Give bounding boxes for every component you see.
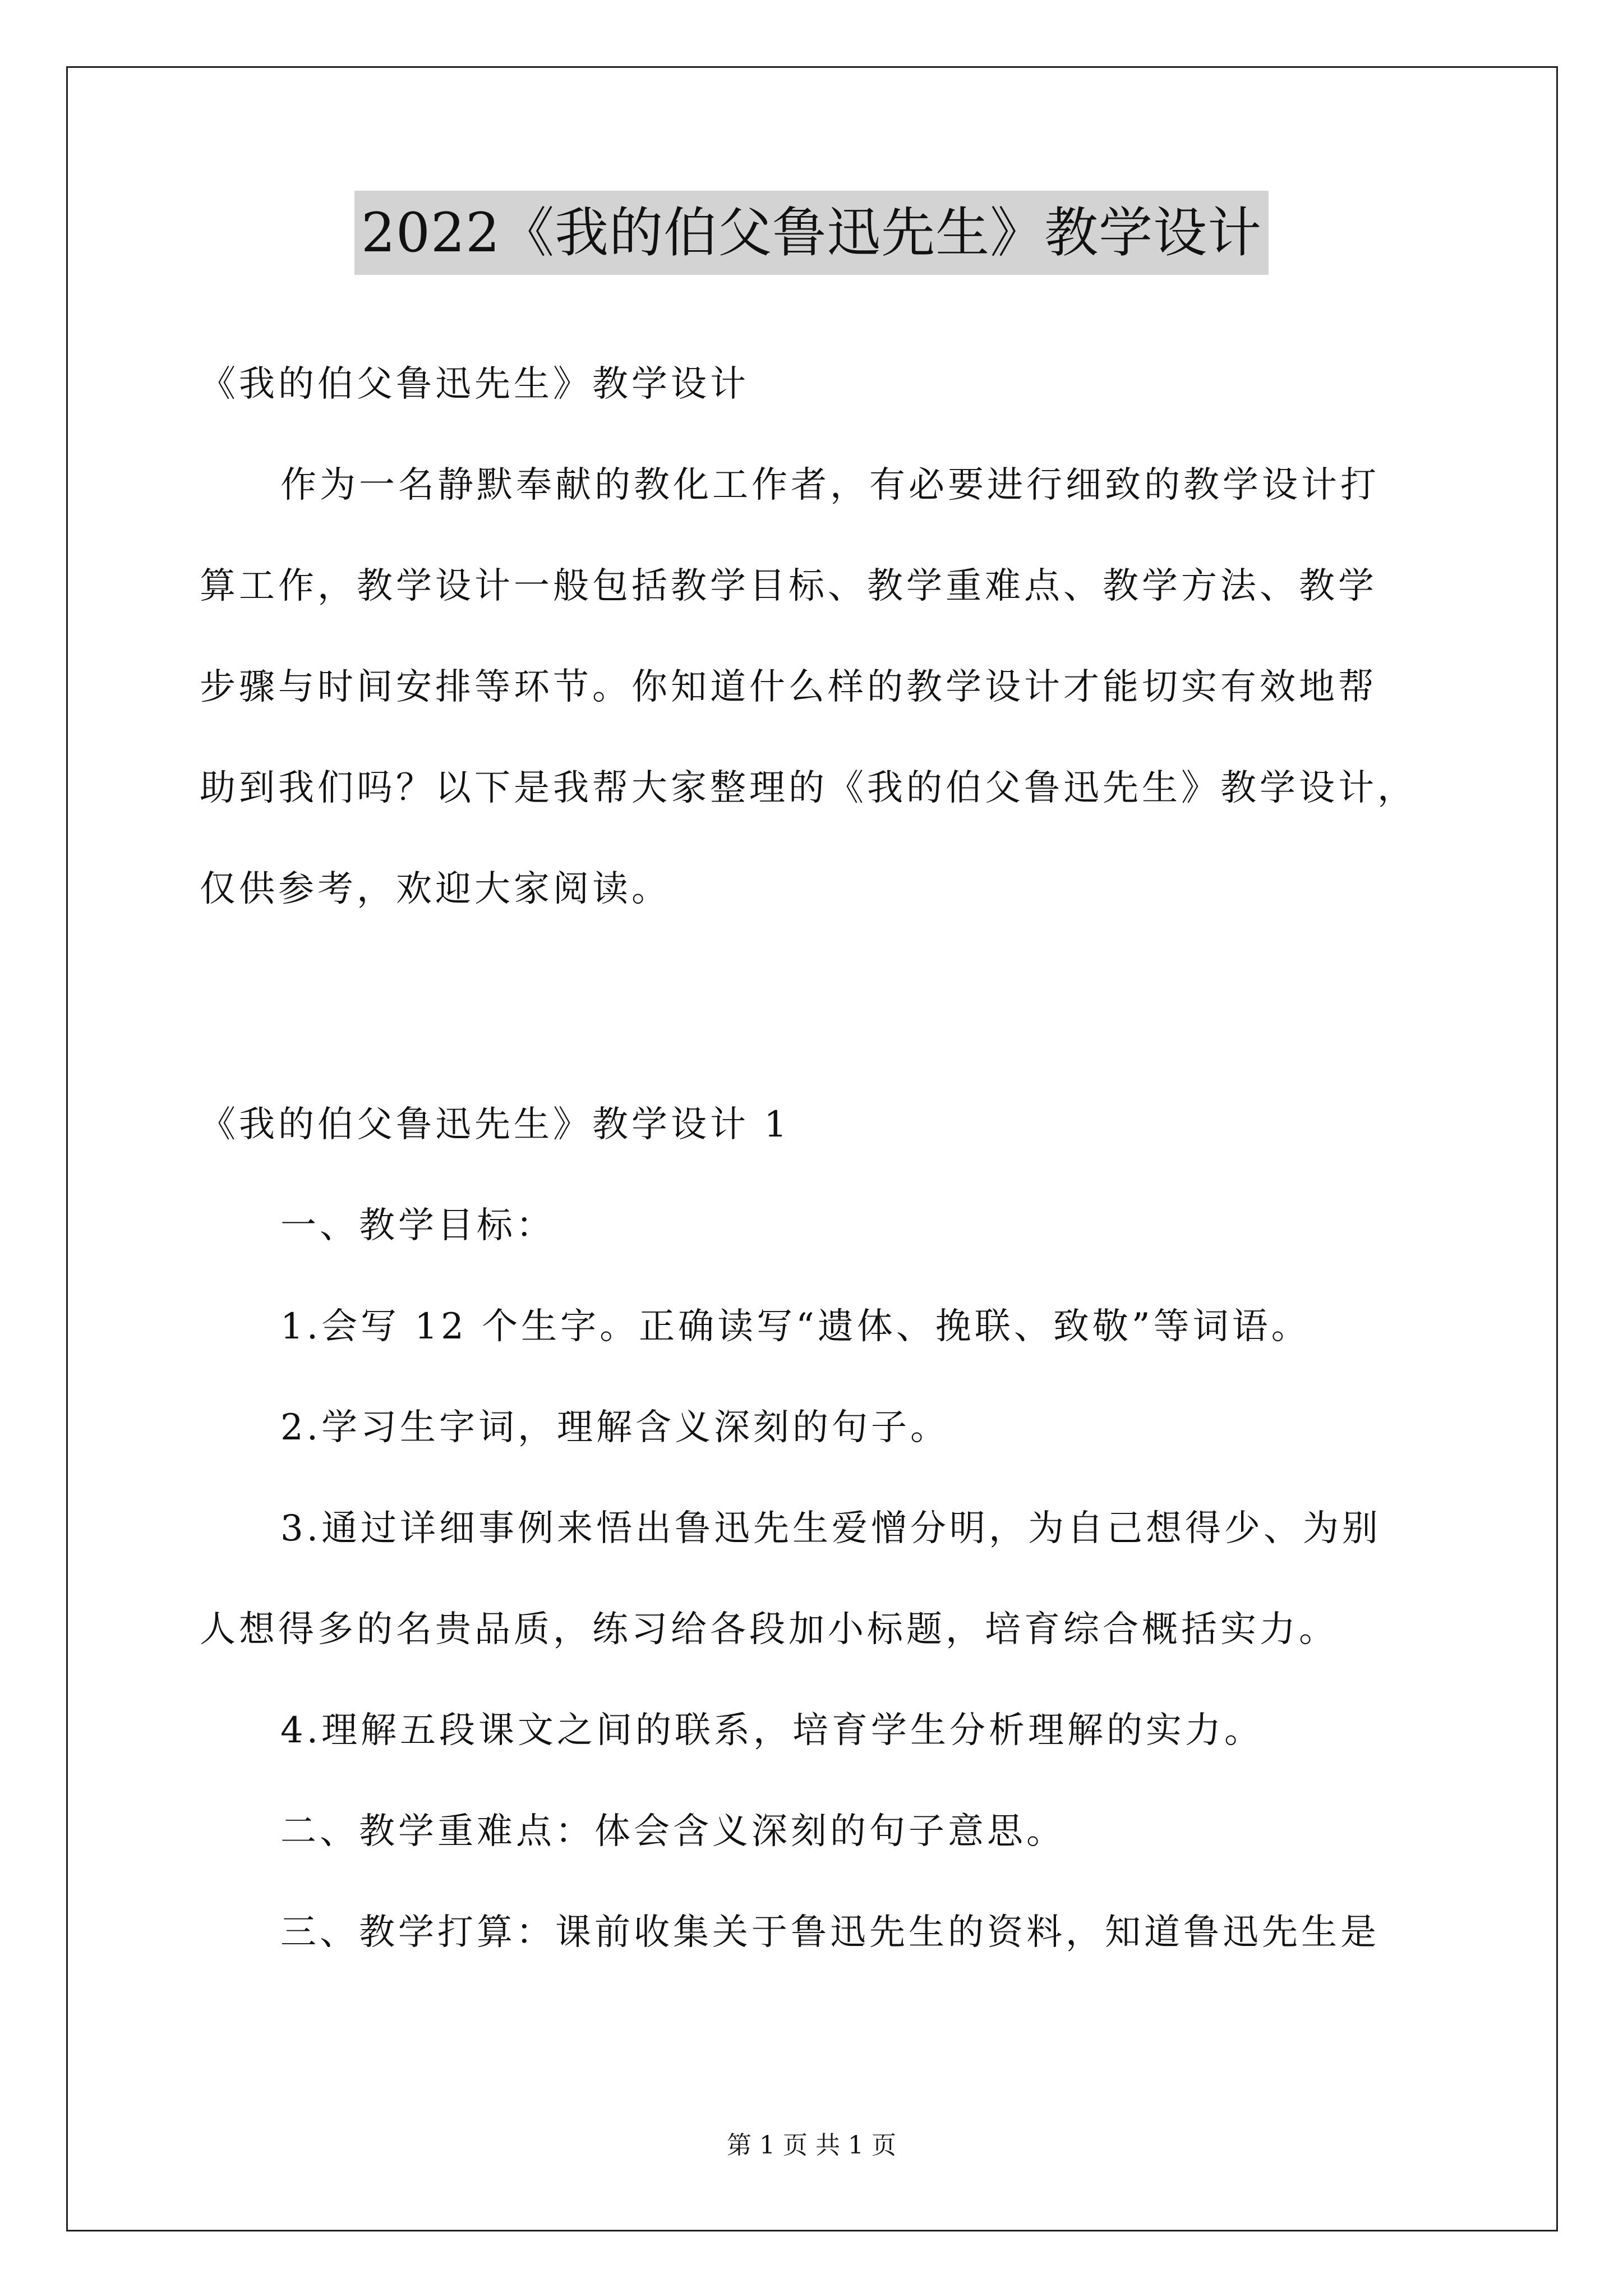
goal-item-3: 3.通过详细事例来悟出鲁迅先生爱憎分明，为自己想得少、为别 [280,1508,1382,1549]
goal-item-1: 1.会写 12 个生字。正确读写“遗体、挽联、致敬”等词语。 [280,1306,1311,1347]
subtitle-line: 《我的伯父鲁迅先生》教学设计 [200,364,749,405]
teaching-preparation: 三、教学打算：课前收集关于鲁迅先生的资料，知道鲁迅先生是 [280,1912,1380,1953]
section-heading: 《我的伯父鲁迅先生》教学设计 1 [200,1104,791,1145]
goal-item-2: 2.学习生字词，理解含义深刻的句子。 [280,1407,950,1448]
intro-line-2: 算工作，教学设计一般包括教学目标、教学重难点、教学方法、教学 [200,565,1377,607]
intro-line-5: 仅供参考，欢迎大家阅读。 [200,868,671,910]
key-difficulties: 二、教学重难点：体会含义深刻的句子意思。 [280,1811,1066,1852]
goal-item-3-cont: 人想得多的名贵品质，练习给各段加小标题，培育综合概括实力。 [200,1609,1338,1650]
title-container [0,191,1623,275]
intro-line-1: 作为一名静默奉献的教化工作者，有必要进行细致的教学设计打 [280,464,1380,506]
page-footer: 第 1 页 共 1 页 [727,2131,896,2160]
goal-item-4: 4.理解五段课文之间的联系，培育学生分析理解的实力。 [280,1710,1264,1751]
document-title: 2022《我的伯父鲁迅先生》教学设计 [354,191,1269,275]
goals-heading: 一、教学目标： [280,1205,555,1246]
intro-line-4: 助到我们吗？以下是我帮大家整理的《我的伯父鲁迅先生》教学设计， [200,767,1417,809]
intro-line-3: 步骤与时间安排等环节。你知道什么样的教学设计才能切实有效地帮 [200,666,1377,708]
